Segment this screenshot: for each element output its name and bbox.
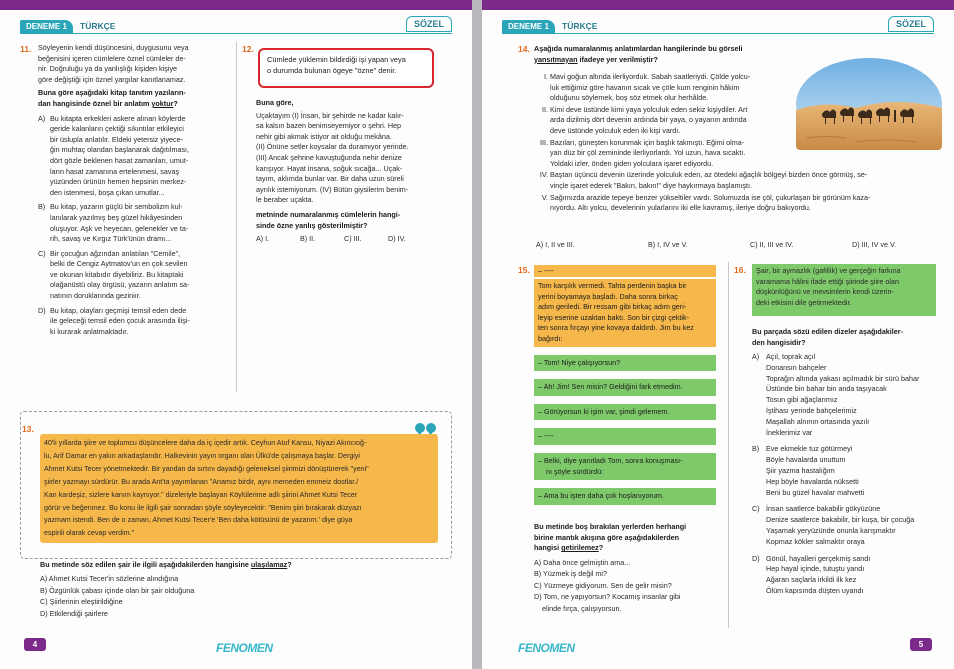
q11-question <box>38 88 230 109</box>
poem-line: Tosun gibi ağaçlarımız <box>766 395 838 405</box>
question-11 <box>38 43 230 337</box>
roman-numeral: V. <box>541 192 548 202</box>
q13-passage-line: 40'lı yıllarda şiire ve toplumcu düşüncelere daha da iç içedir artık. Ceyhun Atuf Kansu, Niyazi Akıncıoğ- <box>44 439 367 447</box>
subject-label: TÜRKÇE <box>562 21 598 31</box>
q14-option: C) II, III ve IV. <box>750 240 794 249</box>
q11-option <box>38 202 230 244</box>
dialogue-text: – Ah! Jim! Sen misin? Geldiğini fark etmedim. <box>538 382 683 392</box>
option-text <box>50 249 189 302</box>
q16-statement-line: Şair, bir aymazlık (gafillik) ve gerçeğin farkına <box>756 266 901 275</box>
q15-dialogue-line <box>534 355 716 372</box>
option-line: yüzünden ürünün hemen hepsinin merkez- <box>50 177 187 187</box>
poem-line: Ölüm kapısında düşten uyandı <box>766 585 864 595</box>
q12-passage-line: (II) Önüne setler koysalar da duramıyor yerinde. <box>256 142 409 152</box>
dialogue-text: – Tom! Niye çalışıyorsun? <box>538 357 621 367</box>
option-line: dört gözle beklenen hasat zamanları, umut- <box>50 155 189 165</box>
q16-question-line: den hangisidir? <box>752 337 806 347</box>
page-header <box>502 18 934 34</box>
q16-question-line: Bu parçada sözü edilen dizeler aşağıdakiler- <box>752 327 903 336</box>
question-number-11: 11. <box>20 44 32 54</box>
poem-line: Donansın bahçeler <box>766 362 827 372</box>
q12-intro: Buna göre, <box>256 98 294 107</box>
option-line: Bir çocuğun ağzından anlatılan "Cemile", <box>50 248 181 258</box>
q12-options <box>256 234 448 245</box>
q15-question-underlined: getirilemez <box>561 543 599 553</box>
poem-line: Üstünde bin bahar bin anda taşıyacak <box>766 384 887 394</box>
q16-option <box>752 554 948 597</box>
poem-line: Eve ekmekle tuz götürmeyi <box>766 444 853 454</box>
q11-option <box>38 114 230 199</box>
q13-question-text: Bu metinde söz edilen şair ile ilgili aşağıdakilerden hangisine <box>40 560 251 569</box>
q13-passage-line: şiirler yazmayı sürdürür. Bu arada Ant'ta yayımlanan "Anamız birdir, aynı memeden emmeiz dostlar./ <box>44 477 359 486</box>
option-line: ile geleceği temsil eden çocuk arasında ilişi- <box>50 316 190 326</box>
section-tab: SÖZEL <box>406 16 452 32</box>
q14-item-line: Sağımızda arazide tepeye benzer yükseltiler vardı. Solumuzda ise çöl, çukurlaşan bir görünüm kaza- <box>550 192 871 202</box>
poem-line: Gönül, hayalleri gerçekmiş sandı <box>766 553 871 563</box>
q14-item-text <box>550 105 800 137</box>
q14-item-line: Kimi deve üstünde kimi yaya yolculuk eden sekiz kişiydiler. Art <box>550 104 748 114</box>
option-text <box>766 352 919 438</box>
q11-question-end: ? <box>173 98 178 108</box>
q12-passage-line: Uçaktayım (I) İnsan, bir şehirde ne kadar kalır- <box>256 110 404 120</box>
definition-line: Cümlede yüklemin bildirdiği işi yapan veya <box>267 55 406 64</box>
q14-item-text <box>550 170 867 191</box>
question-number-12: 12. <box>242 44 254 54</box>
q14-item <box>536 193 940 214</box>
q14-item-line: nıyordu. Altı yolcu, develerinin yularlarını iki elle kavramış, ileriye doğru bakıyordu. <box>550 203 811 213</box>
dialogue-text: – Görüyorsun ki işim var, şimdi gelemem. <box>538 406 670 416</box>
q12-passage-line: ayrılık istemiyorum. (IV) Bütün giysilerim benim- <box>256 184 409 194</box>
poem-line: Kopmaz kökler salmaktır oraya <box>766 536 865 546</box>
q15-question <box>534 522 724 554</box>
q15-dialogue-line <box>534 453 716 480</box>
q14-item-text <box>550 138 800 170</box>
q14-item <box>536 105 940 137</box>
poem-line: Yaşamak yeryüzünde onunla karışmaktır <box>766 525 896 535</box>
q13-passage-line: yazmam istendi. Ben de o zaman, Ahmet Kutsi Tecer'e 'Ben daha kötüsünü de yazarım.' diye güya <box>44 516 353 525</box>
option-line: ve okunan kitabıdır diyebiliriz. Bu kitaptaki <box>50 269 184 279</box>
roman-numeral: IV. <box>539 170 548 180</box>
publisher-logo: FENOMEN <box>518 641 575 655</box>
option-line: bir üslupla anlatılır. Eldeki yetersiz yiyece- <box>50 134 184 144</box>
question-12 <box>256 98 448 245</box>
dialogue-text: – ---- <box>538 431 554 441</box>
q15-question-line: hangisi <box>534 543 562 553</box>
q16-options <box>752 352 948 603</box>
option-text <box>766 554 870 597</box>
q11-question-text: dan hangisinde öznel bir anlatım <box>38 98 152 108</box>
q13-passage-line: espirili olarak cevap verdim." <box>44 529 135 538</box>
q15-opening-line: Tom karşılık vermedi. Tahta perdenin başka bir <box>538 281 687 290</box>
option-line: ların hasat zamanına ertelenmesi, savaş <box>50 166 180 176</box>
q14-item-line: olduğunu söylemek, boş söz etmek olur herhâlde. <box>550 93 709 103</box>
page-header <box>20 18 452 34</box>
top-bar <box>0 0 472 10</box>
q16-option <box>752 352 948 438</box>
q12-passage-line: tayım, aklımda bunlar var. Bir daha uzun süreli <box>256 174 404 184</box>
option-letter: C) <box>38 248 46 258</box>
q16-statement-line: düşkünlüğünü ve mevsimlerin kendi üzerin- <box>756 287 894 297</box>
deneme-label: DENEME 1 <box>20 20 73 33</box>
option-letter: D) <box>752 553 760 563</box>
poem-line: Açıl, toprak açıl <box>766 352 816 361</box>
q12-option: B) II. <box>300 234 316 244</box>
q15-opening-line: ten sonra fırçayı yine kovaya daldırdı. Jim bu kez <box>538 323 694 333</box>
q14-question-underlined: yansıtmayan <box>534 54 578 64</box>
q16-question <box>752 327 942 348</box>
poem-line: İneklerimiz var <box>766 427 813 437</box>
q13-option: B) Özgünlük çabası içinde olan bir şair olduğuna <box>40 585 195 595</box>
poem-line: Beni bu güzel havalar mahvetti <box>766 487 865 497</box>
right-page <box>482 0 954 669</box>
dialogue-text: – Ama bu işten daha çok hoşlanıyorum. <box>538 491 664 501</box>
q14-item-line: Mavi goğun altında ilerliyorduk. Sabah saatleriydi. Çölde yolcu- <box>550 72 751 81</box>
column-divider <box>236 42 237 392</box>
option-text <box>766 444 864 498</box>
roman-numeral: I. <box>544 72 548 81</box>
q15-option: B) Yüzmek iş değil mi? <box>534 569 607 579</box>
q15-dialogue-line <box>534 379 716 396</box>
q12-passage-line: (III) Ancak şehrine kavuştuğunda nehir denize <box>256 152 402 162</box>
q12-passage-line: nehir gibi akmak istiyor ait olduğu mekâna. <box>256 131 392 141</box>
q15-opening-line: adım geriledi. Bir ressam gibi birkaç adım geri- <box>538 302 687 312</box>
option-letter: C) <box>752 504 760 514</box>
q13-option: D) Etkilendiği şairlere <box>40 608 108 618</box>
option-text <box>766 504 914 547</box>
option-line: olağanüstü olay örgüsü, yazarın anlatım sa- <box>50 280 190 290</box>
q13-question-underlined: ulaşılamaz <box>250 560 288 569</box>
q11-question-line: Buna göre aşağıdaki kitap tanıtım yazıların- <box>38 88 186 98</box>
question-number-16: 16. <box>734 265 746 275</box>
poem-line: Denize saatlerce bakabilir, bir kuşa, bir çocuğa <box>766 515 915 525</box>
q11-intro-line: nir. Doğruluğu ya da yanlışlığı kişiden kişiye <box>38 64 178 74</box>
q14-item <box>536 170 940 191</box>
option-letter: B) <box>752 444 760 454</box>
q11-option <box>38 249 230 302</box>
option-line: oluşuyor. Aşk ve heyecan, gelenekler ve ta- <box>50 223 189 233</box>
question-number-13: 13. <box>22 424 34 434</box>
question-number-14: 14. <box>518 44 530 54</box>
q16-statement-line: deki etkisini dile getirmektedir. <box>756 297 852 307</box>
q12-question-line: sinde özne yanlış gösterilmiştir? <box>256 220 368 230</box>
question-number-15: 15. <box>518 265 530 275</box>
page-number: 4 <box>24 638 46 651</box>
section-tab: SÖZEL <box>888 16 934 32</box>
poem-line: İnsan saatlerce bakabilir gökyüzüne <box>766 504 881 514</box>
roman-numeral: III. <box>540 137 548 147</box>
q14-item-line: Baştan üçüncü devenin üzerinde yolculuk eden, az ötedeki ağaçlık bölgeyi bizden önce görmüş, se- <box>550 170 868 180</box>
q14-item-line: vinçle işaret ederek "Bakın, bakın!" diye haykırmaya başlamıştı. <box>550 180 753 190</box>
poem-line: Maşallah alnının ortasında yazılı <box>766 416 870 426</box>
q12-option: D) IV. <box>388 234 406 244</box>
q15-opening <box>534 279 716 347</box>
q15-blank: – ---- <box>534 265 716 277</box>
option-letter: A) <box>752 352 760 361</box>
q13-option: A) Ahmet Kutsi Tecer'in sözlerine alındığına <box>40 574 179 583</box>
q14-item-line: luk ettiğimiz göre havanın sıcak ve çöle kum renginin hâkim <box>550 82 740 92</box>
option-text <box>50 202 188 244</box>
q15-options <box>534 557 724 614</box>
q15-dialogue <box>534 265 716 505</box>
q12-question-line: metninde numaralanmış cümlelerin hangi- <box>256 209 401 219</box>
q11-question-line <box>38 99 230 110</box>
poem-line: Toprağın altında yakası açılmadık bir sürü bahar <box>766 373 920 383</box>
q16-option <box>752 444 948 498</box>
q15-option: D) Tom, ne yapıyorsun? Kocamış insanlar gibi <box>534 592 681 602</box>
deneme-label: DENEME 1 <box>502 20 555 33</box>
q14-item-line: Bazıları, güneşten korunmak için başlık takmıştı. Eğimi olma- <box>550 137 745 147</box>
q14-item-line: yan düz bir çöl zemininde ilerliyorlardı. Yol uzun, hava sıcaktı. <box>550 148 746 158</box>
q12-option: C) III. <box>344 234 362 244</box>
option-text <box>50 114 189 199</box>
poem-line: Ağaran saçlarla irkildi ilk kez <box>766 575 857 585</box>
q12-option: A) I. <box>256 234 270 244</box>
q14-item-text <box>550 72 800 104</box>
q13-passage <box>44 437 436 540</box>
q13-question <box>40 560 460 571</box>
q12-passage-line: karışıyor. Hayat insana, soğuk sıcağa... Uçak- <box>256 163 403 173</box>
option-line: Bu kitap, olayları geçmişi temsil eden dede <box>50 305 187 315</box>
q15-question-line: birine mantık akışına göre aşağıdakilerden <box>534 532 680 542</box>
q13-question-end: ? <box>287 560 292 569</box>
page-number: 5 <box>910 638 932 651</box>
q15-option: A) Daha önce gelmiştin ama... <box>534 558 631 567</box>
q13-passage-line: Kan kardeşiz, sizlere kanım kaynıyor." dizeleriyle başlayan Köylülerime adlı şiirini Ahmet Kutsi Tecer <box>44 490 358 499</box>
q15-option: elinde fırça, çalışıyorsun. <box>534 603 622 613</box>
q14-question-line: Aşağıda numaralanmış anlatımlardan hangilerinde bu görseli <box>534 44 743 53</box>
q13-passage-line: lu, Arif Damar en yakın arkadaşlarıdır. Halkevinin yayın organı olan Ülkü'de çalışmaya başlar. Dergiyi <box>44 451 360 460</box>
roman-numeral: II. <box>542 104 548 114</box>
q13-passage-line: Ahmet Kutsi Tecer yönetmektedir. Bir yandan da sırtını dayadığı geleneksel şiirimizi dönüştürerek "yeni" <box>44 464 369 473</box>
publisher-logo: FENOMEN <box>216 641 273 655</box>
dialogue-continuation: nı şöyle sürdürdü: <box>546 466 604 476</box>
left-page <box>0 0 472 669</box>
q15-option: C) Yüzmeye gidiyorum. Sen de gelir misin? <box>534 580 672 590</box>
option-line: belki de Cengiz Aytmatov'un en çok sevilen <box>50 259 188 269</box>
q15-question-end: ? <box>598 543 604 553</box>
option-line: geride kalanların çektiği sıkıntılar etkileyici <box>50 124 184 134</box>
q14-option: A) I, II ve III. <box>536 240 575 249</box>
q14-option: D) III, IV ve V. <box>852 240 897 249</box>
poem-line: Hep hayal içinde, tutuştu yandı <box>766 564 865 574</box>
q12-passage-line: le beraber uçakta. <box>256 195 314 205</box>
q15-dialogue-line <box>534 428 716 445</box>
q14-item-line: deve üstünde yolculuk eden iki kişi vardı. <box>550 125 681 135</box>
poem-line: Böyle havalarda unuttum <box>766 455 846 465</box>
q11-intro-line: beğenisini içeren cümlelere öznel cümleler de- <box>38 53 186 63</box>
q15-dialogue-line <box>534 488 716 505</box>
q16-option <box>752 504 948 547</box>
column-divider <box>728 262 729 628</box>
option-line: den istenmesi, boşa çıkan umutlar... <box>50 187 165 197</box>
q11-option <box>38 306 230 338</box>
q12-question <box>256 210 448 231</box>
q13-options <box>40 573 340 619</box>
option-line: Bu kitap, yazarın güçlü bir sembolizm kul- <box>50 202 183 212</box>
option-line: ğin muhtaç olandan başlanarak dağıtılması, <box>50 145 190 155</box>
option-letter: D) <box>38 305 46 315</box>
q15-opening-line: bağırdı: <box>538 333 563 343</box>
option-line: lanılarak yazılmış beş güzel hikâyesinden <box>50 212 183 222</box>
q11-intro-line: göre değiştiği için öznel yargılar kanıtlanamaz. <box>38 74 186 84</box>
poem-line: Şiir yazma hastalığım <box>766 465 835 475</box>
option-letter: A) <box>38 113 46 123</box>
poem-line: İştihası yerinde bahçelerimiz <box>766 405 857 415</box>
q15-opening-line: yerini boyamaya başladı. Daha sonra birkaç <box>538 291 678 301</box>
q16-statement-line: varamama hâlini ifade ettiği şiirinde şiire olan <box>756 276 900 286</box>
q16-statement <box>756 266 936 308</box>
subject-label: TÜRKÇE <box>80 21 116 31</box>
q14-item-text <box>550 193 870 214</box>
q14-question-end: ifadeye yer verilmiştir? <box>577 54 658 64</box>
q11-intro-line: Söyleyenin kendi düşüncesini, duygusunu veya <box>38 43 189 52</box>
option-letter: B) <box>38 202 46 212</box>
q12-passage-line: sa kalsın bazen benimseyemiyor o şehri. Hep <box>256 121 402 131</box>
definition-box <box>258 48 434 88</box>
option-line: natının doruklarında geziniır. <box>50 291 141 301</box>
option-text <box>50 306 190 338</box>
q14-item-line: Yoldaki izler, önden giden yolculara işaret ediyordu. <box>550 158 714 168</box>
q15-opening-line: leyip eserine uzaktan baktı. Son bir çizgi çektik- <box>538 312 690 322</box>
definition-line: o durumda bulunan ögeye "özne" denir. <box>267 65 397 75</box>
top-bar <box>482 0 954 10</box>
poem-line: Hep böyle havalarda nüksetti <box>766 476 859 486</box>
q14-option: B) I, IV ve V. <box>648 240 688 249</box>
q13-option: C) Şiirlerinin eleştirildiğine <box>40 597 123 607</box>
option-line: rih, savaş ve Kırgız Türk'ünün dramı... <box>50 234 172 244</box>
q14-item-line: arda dizilmiş dört devenin ardında bir yaya, o yayanın ardında <box>550 115 747 125</box>
q15-dialogue-line <box>534 404 716 421</box>
dialogue-text: – Belki, diye yanıtladı Tom, sonra konuşması- <box>538 455 683 465</box>
q14-item <box>536 138 940 170</box>
q14-items <box>536 72 940 215</box>
q15-question-line: Bu metinde boş bırakılan yerlerden herhangi <box>534 522 687 531</box>
q13-passage-line: görür ve beğenmez. Bu konu ile ilgili şair sonradan şöyle söyleyecektir: "Benim şiiri bırakarak düzyazı <box>44 503 362 512</box>
q14-question <box>534 44 804 65</box>
option-line: Bu kitapta erkekleri askere alınan köylerde <box>50 113 186 123</box>
q14-item <box>536 72 940 104</box>
q11-question-underlined: yoktur <box>151 98 174 108</box>
option-line: ki kurarak anlatmaktadır. <box>50 326 129 336</box>
